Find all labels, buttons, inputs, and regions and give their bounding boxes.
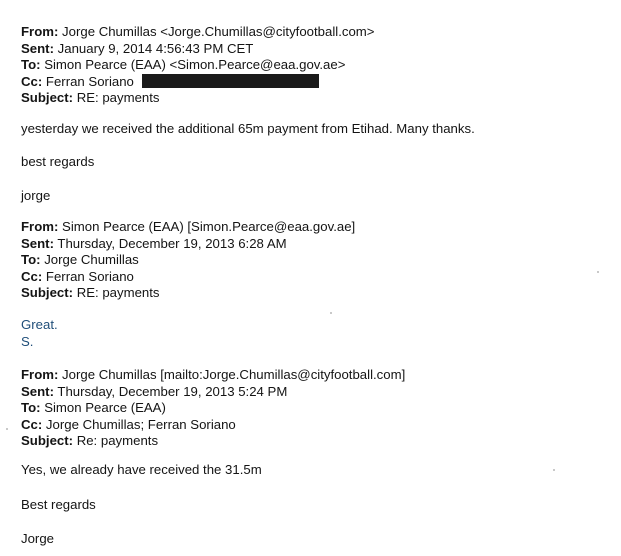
- email3-cc-row: [21, 417, 611, 434]
- subject-value: RE: payments: [76, 90, 160, 105]
- email2-subject-row: [21, 285, 611, 302]
- scan-speck: [330, 312, 332, 314]
- email2-from-row: [21, 219, 611, 236]
- cc-label: Cc:: [21, 268, 43, 284]
- to-label: To:: [21, 57, 41, 72]
- to-value: Simon Pearce (EAA): [44, 400, 166, 415]
- email1-cc-row: [21, 74, 611, 91]
- cc-value: Ferran Soriano: [45, 268, 134, 284]
- subject-value: RE: payments: [76, 285, 160, 300]
- sent-label: Sent:: [21, 235, 54, 251]
- email1-header: [21, 24, 611, 107]
- subject-label: Subject:: [21, 90, 74, 105]
- email3-body-line: Yes, we already have received the 31.5m: [21, 462, 262, 477]
- cc-value: Jorge Chumillas; Ferran Soriano: [45, 416, 236, 432]
- email2-body-line: Great.: [21, 317, 58, 332]
- cc-value: Ferran Soriano: [45, 73, 134, 89]
- email2-header: [21, 219, 611, 302]
- subject-label: Subject:: [21, 433, 74, 448]
- subject-value: Re: payments: [76, 433, 159, 448]
- scan-speck: [553, 469, 555, 471]
- from-label: From:: [21, 219, 59, 234]
- sent-value: Thursday, December 19, 2013 6:28 AM: [57, 235, 287, 251]
- from-value: Jorge Chumillas [mailto:Jorge.Chumillas@cityfootball.com]: [62, 367, 406, 382]
- email1-subject-row: [21, 90, 611, 107]
- subject-label: Subject:: [21, 285, 74, 300]
- email1-from-row: [21, 24, 611, 41]
- from-label: From:: [21, 367, 59, 382]
- scan-speck: [6, 428, 8, 430]
- redaction-bar: [142, 74, 319, 88]
- to-value: Simon Pearce (EAA) <Simon.Pearce@eaa.gov.ae>: [44, 57, 346, 72]
- email1-body-line: yesterday we received the additional 65m payment from Etihad. Many thanks.: [21, 121, 475, 136]
- email3-to-row: [21, 400, 611, 417]
- from-value: Simon Pearce (EAA) [Simon.Pearce@eaa.gov.ae]: [62, 219, 356, 234]
- email3-body-line: Best regards: [21, 497, 96, 512]
- to-label: To:: [21, 252, 41, 267]
- from-label: From:: [21, 24, 59, 39]
- cc-label: Cc:: [21, 416, 43, 432]
- sent-value: January 9, 2014 4:56:43 PM CET: [57, 40, 254, 56]
- email3-body-line: Jorge: [21, 531, 54, 546]
- email1-body-line: best regards: [21, 154, 95, 169]
- email3-sent-row: [21, 384, 611, 401]
- email1-body-line: jorge: [21, 188, 51, 203]
- to-label: To:: [21, 400, 41, 415]
- email2-to-row: [21, 252, 611, 269]
- email3-subject-row: [21, 433, 611, 450]
- cc-label: Cc:: [21, 73, 43, 89]
- email1-to-row: [21, 57, 611, 74]
- email-thread: [21, 0, 611, 556]
- sent-label: Sent:: [21, 40, 54, 56]
- email2-body-line: S.: [21, 334, 34, 349]
- email1-sent-row: [21, 41, 611, 58]
- email3-header: [21, 367, 611, 450]
- email3-from-row: [21, 367, 611, 384]
- email2-sent-row: [21, 236, 611, 253]
- sent-label: Sent:: [21, 383, 54, 399]
- scan-speck: [597, 271, 599, 273]
- email2-cc-row: [21, 269, 611, 286]
- from-value: Jorge Chumillas <Jorge.Chumillas@cityfootball.com>: [62, 24, 375, 39]
- to-value: Jorge Chumillas: [44, 252, 139, 267]
- sent-value: Thursday, December 19, 2013 5:24 PM: [57, 383, 288, 399]
